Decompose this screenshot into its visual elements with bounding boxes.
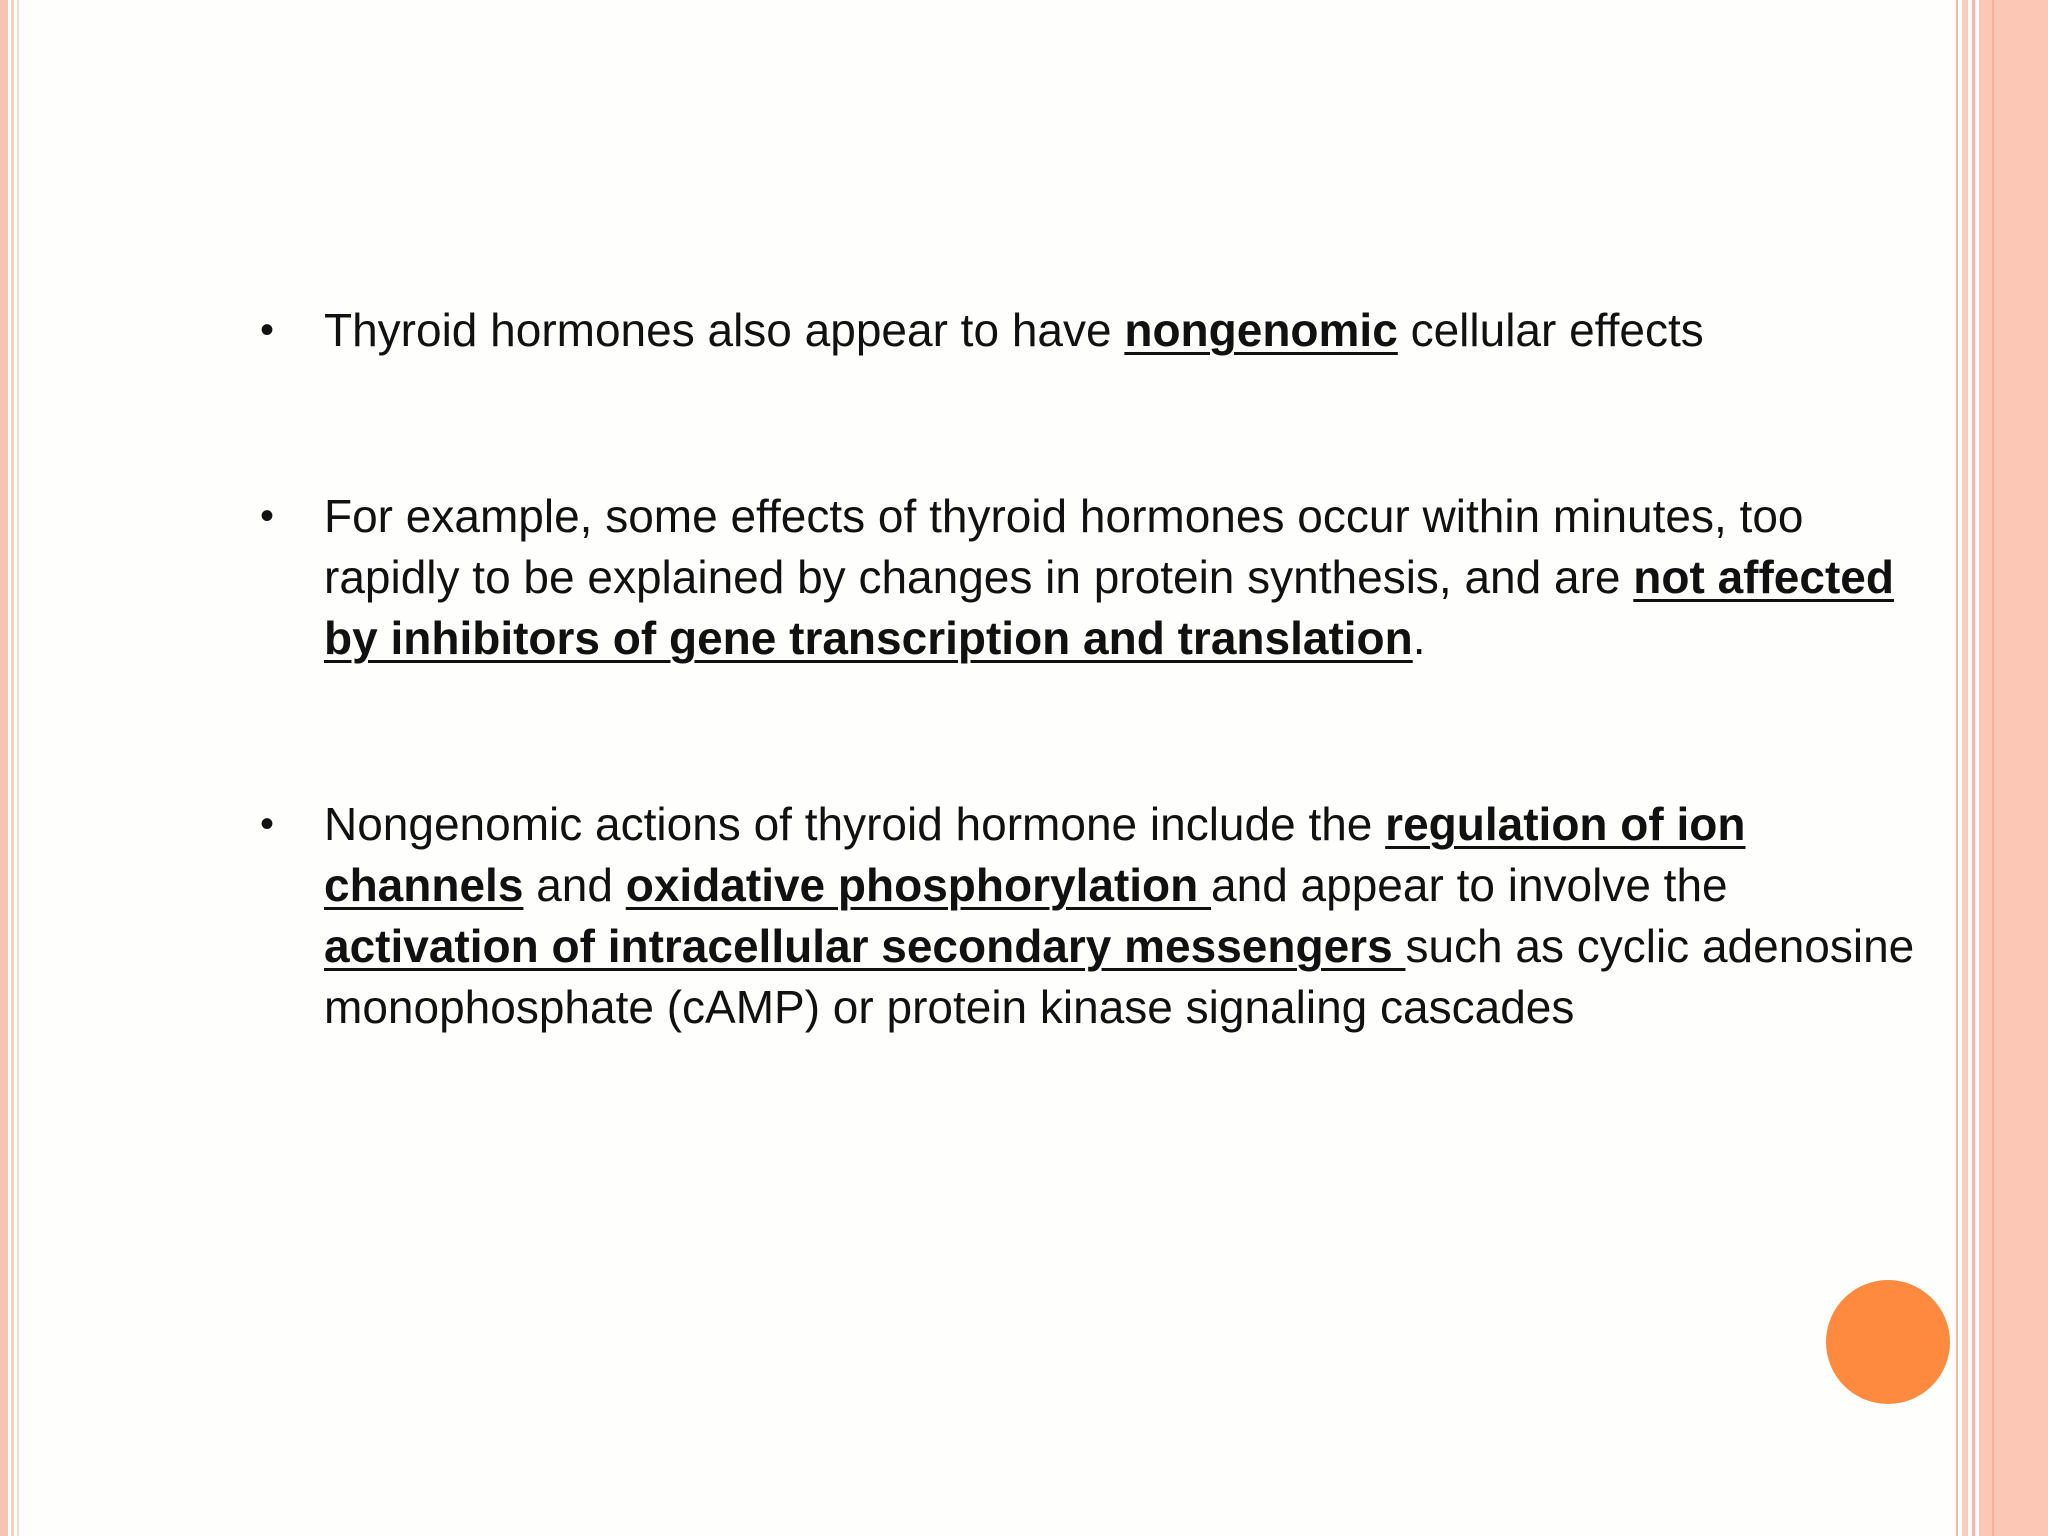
right-border-stripe (1992, 0, 1994, 1536)
right-border-band (1979, 0, 2048, 1536)
left-border-stripe (17, 0, 19, 1536)
bullet-marker: • (260, 494, 275, 538)
bullet-list (252, 300, 1932, 1038)
bullet-item-3 (252, 794, 1932, 1038)
bullet-marker: • (260, 802, 275, 846)
right-border-stripe (1962, 0, 1968, 1536)
emphasis-ion-channels: regulation of ion channels (324, 798, 1746, 911)
bullet-text: cellular effects (1397, 304, 1704, 356)
left-border-stripe (11, 0, 14, 1536)
right-border-stripe (1956, 0, 1958, 1536)
bullet-text: and (523, 859, 626, 911)
bullet-item-1 (252, 300, 1932, 361)
emphasis-nongenomic: nongenomic (1124, 304, 1398, 356)
left-border-stripe (0, 0, 8, 1536)
bullet-text: . (1412, 612, 1426, 664)
bullet-marker: • (260, 308, 275, 352)
bullet-text: For example, some effects of thyroid hormones occur within minutes, too rapidly to be explained by changes in protein synthesis, and are (324, 490, 1804, 603)
bullet-text: Thyroid hormones also appear to have (324, 304, 1125, 356)
emphasis-not-affected: not affected by inhibitors of gene transcription and translation (324, 551, 1894, 664)
bullet-text: such as cyclic adenosine monophosphate (cAMP) or protein kinase signaling cascades (324, 920, 1915, 1033)
bullet-text: and appear to involve the (1211, 859, 1728, 911)
decorative-circle (1826, 1280, 1950, 1404)
emphasis-oxidative-phosphorylation: oxidative phosphorylation (625, 859, 1212, 911)
emphasis-secondary-messengers: activation of intracellular secondary messengers (324, 920, 1406, 972)
bullet-item-2 (252, 486, 1932, 669)
right-border-stripe (1972, 0, 1975, 1536)
bullet-text: Nongenomic actions of thyroid hormone include the (324, 798, 1386, 850)
